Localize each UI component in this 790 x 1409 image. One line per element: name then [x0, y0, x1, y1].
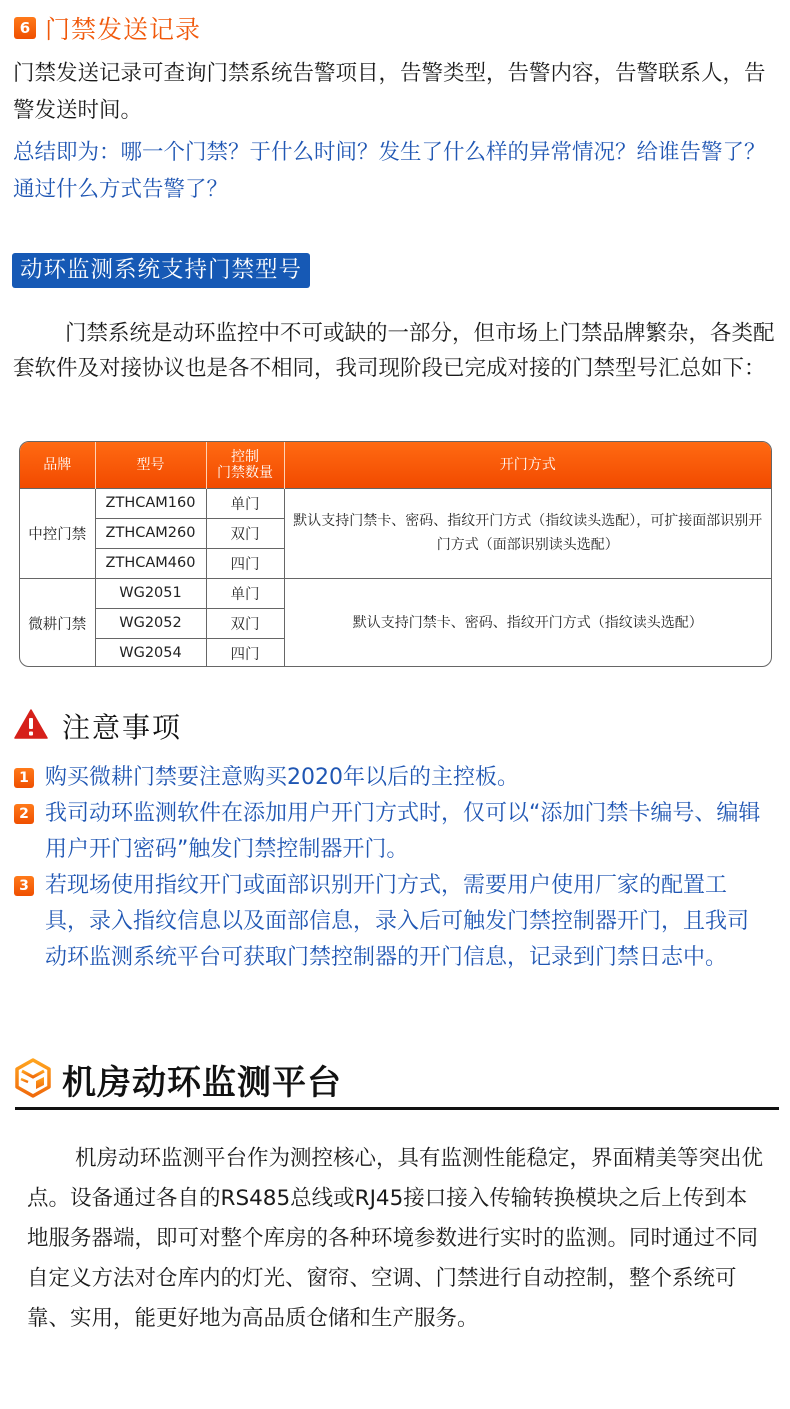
- model-cell: ZTHCAM460: [95, 548, 206, 578]
- brand-cell: 中控门禁: [20, 488, 95, 578]
- notice-item-3: [14, 868, 770, 976]
- models-intro: 门禁系统是动环监控中不可或缺的一部分，但市场上门禁品牌繁杂，各类配套软件及对接协议也是各不相同，我司现阶段已完成对接的门禁型号汇总如下：: [13, 321, 775, 381]
- model-cell: ZTHCAM260: [95, 518, 206, 548]
- qty-cell: 单门: [206, 488, 284, 518]
- header-qty-line2: 门禁数量: [217, 464, 273, 481]
- qty-cell: 单门: [206, 578, 284, 608]
- header-model: 型号: [95, 442, 206, 488]
- notice-item-1: [14, 760, 785, 796]
- item-number-badge: 2: [14, 804, 34, 824]
- section-title: 门禁发送记录: [45, 15, 202, 44]
- platform-heading: [14, 1055, 342, 1104]
- cube-box-icon: [14, 1057, 52, 1103]
- notice-heading: [14, 706, 182, 746]
- brand-cell: 微耕门禁: [20, 578, 95, 667]
- item-number-badge: 1: [14, 768, 34, 788]
- notice-item-text: 若现场使用指纹开门或面部识别开门方式，需要用户使用厂家的配置工具，录入指纹信息以及面部信息，录入后可触发门禁控制器开门，且我司动环监测系统平台可获取门禁控制器的开门信息，记录到门禁日志中。: [45, 873, 750, 970]
- qty-cell: 四门: [206, 638, 284, 667]
- model-cell: WG2054: [95, 638, 206, 667]
- method-cell: 默认支持门禁卡、密码、指纹开门方式（指纹读头选配），可扩接面部识别开门方式（面部识别读头选配）: [284, 488, 771, 578]
- warning-triangle-icon: [14, 709, 48, 743]
- table-row: [20, 578, 771, 608]
- table-header-row: [20, 442, 771, 488]
- section-6-summary: 总结即为：哪一个门禁？于什么时间？发生了什么样的异常情况？给谁告警了？通过什么方式告警了？: [13, 140, 766, 202]
- notice-item-text: 购买微耕门禁要注意购买2020年以后的主控板。: [45, 765, 519, 790]
- qty-cell: 双门: [206, 518, 284, 548]
- notice-title: 注意事项: [62, 711, 183, 744]
- table-row: [20, 488, 771, 518]
- section-6-description: 门禁发送记录可查询门禁系统告警项目，告警类型，告警内容，告警联系人，告警发送时间。: [13, 61, 766, 123]
- models-banner: 动环监测系统支持门禁型号: [12, 253, 310, 288]
- method-cell: 默认支持门禁卡、密码、指纹开门方式（指纹读头选配）: [284, 578, 771, 667]
- model-cell: ZTHCAM160: [95, 488, 206, 518]
- qty-cell: 四门: [206, 548, 284, 578]
- header-method: 开门方式: [284, 442, 771, 488]
- notice-item-2: [14, 796, 770, 868]
- header-brand: 品牌: [20, 442, 95, 488]
- header-qty: [206, 442, 284, 488]
- door-models-table: [19, 441, 772, 667]
- model-cell: WG2051: [95, 578, 206, 608]
- item-number-badge: 3: [14, 876, 34, 896]
- qty-cell: 双门: [206, 608, 284, 638]
- section-6-heading: [14, 10, 201, 46]
- header-qty-line1: 控制: [231, 448, 259, 465]
- model-cell: WG2052: [95, 608, 206, 638]
- platform-title: 机房动环监测平台: [62, 1063, 342, 1103]
- section-number-badge: 6: [14, 17, 36, 39]
- platform-paragraph: 机房动环监测平台作为测控核心，具有监测性能稳定，界面精美等突出优点。设备通过各自的RS485总线或RJ45接口接入传输转换模块之后上传到本地服务器端，即可对整个库房的各种环境参数进行实时的监测。同时通过不同自定义方法对仓库内的灯光、窗帘、空调、门禁进行自动控制，整个系统可靠、实用，能更好地为高品质仓储和生产服务。: [27, 1146, 764, 1331]
- notice-item-text: 我司动环监测软件在添加用户开门方式时，仅可以“添加门禁卡编号、编辑用户开门密码”触发门禁控制器开门。: [45, 801, 761, 862]
- divider: [15, 1107, 779, 1110]
